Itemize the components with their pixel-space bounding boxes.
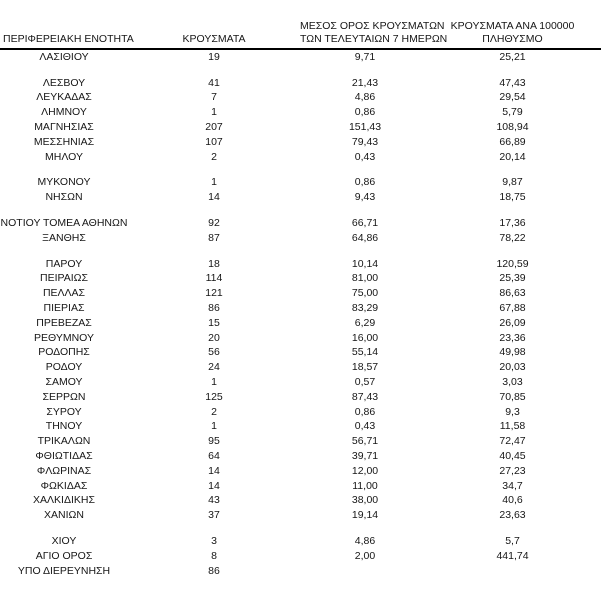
region-name: ΠΡΕΒΕΖΑΣ (36, 316, 92, 329)
per-100k-value: 67,88 (499, 302, 526, 315)
region-name: ΛΕΥΚΑΔΑΣ (36, 91, 92, 104)
avg-7day-value: 0,86 (354, 176, 376, 189)
avg-7day-value: 151,43 (348, 121, 382, 134)
per-100k-value: 23,63 (499, 509, 526, 522)
region-name: ΠΙΕΡΙΑΣ (43, 302, 85, 315)
region-name: ΣΕΡΡΩΝ (42, 390, 86, 403)
cases-value: 15 (208, 316, 220, 329)
per-100k-value: 70,85 (499, 390, 526, 403)
table-row (0, 549, 601, 564)
region-name: ΛΕΣΒΟΥ (42, 76, 86, 89)
region-name: ΞΑΝΘΗΣ (42, 231, 86, 244)
per-100k-value: 29,54 (499, 91, 526, 104)
per-100k-value: 49,98 (499, 346, 526, 359)
region-name: ΦΘΙΩΤΙΔΑΣ (35, 450, 93, 463)
avg-7day-value: 87,43 (351, 390, 379, 403)
table-row (0, 286, 601, 301)
per-100k-value: 441,74 (496, 549, 529, 562)
cases-value: 37 (208, 509, 220, 522)
table-row (0, 564, 601, 579)
cases-value: 43 (208, 494, 220, 507)
table-row (0, 105, 601, 120)
region-name: ΤΡΙΚΑΛΩΝ (37, 435, 91, 448)
per-100k-value: 20,14 (499, 150, 526, 163)
table-row (0, 534, 601, 549)
per-100k-value: 25,39 (499, 272, 526, 285)
cases-value: 121 (205, 287, 223, 300)
table-row (0, 479, 601, 494)
region-name: ΣΥΡΟΥ (46, 405, 82, 418)
header-avg-7day-line1: ΜΕΣΟΣ ΟΡΟΣ ΚΡΟΥΣΜΑΤΩΝ (300, 20, 445, 32)
per-100k-value: 9,87 (502, 176, 523, 189)
per-100k-value: 72,47 (499, 435, 526, 448)
avg-7day-value: 4,86 (354, 535, 376, 547)
cases-value: 8 (211, 549, 217, 562)
table-row (0, 494, 601, 509)
cases-value: 125 (205, 390, 223, 403)
avg-7day-value: 12,00 (351, 464, 379, 477)
region-name: ΡΟΔΟΥ (45, 361, 83, 374)
table-row (0, 508, 601, 523)
cases-value: 41 (208, 76, 220, 89)
avg-7day-value: 21,43 (351, 76, 379, 89)
region-name: ΠΕΛΛΑΣ (42, 287, 86, 300)
cases-value: 1 (211, 420, 217, 433)
table-header-row (0, 0, 601, 50)
region-name: ΤΗΝΟΥ (45, 420, 83, 433)
per-100k-value: 34,7 (502, 479, 523, 492)
region-name: ΜΕΣΣΗΝΙΑΣ (33, 135, 95, 148)
per-100k-value: 40,45 (499, 450, 526, 463)
group-spacer (0, 523, 601, 534)
table-row (0, 190, 601, 205)
avg-7day-value: 2,00 (354, 549, 376, 562)
cases-value: 107 (205, 135, 223, 148)
region-name: ΝΗΣΩΝ (45, 191, 83, 204)
table-row (0, 120, 601, 135)
table-row (0, 272, 601, 287)
per-100k-value: 17,36 (499, 217, 526, 230)
table-row (0, 449, 601, 464)
avg-7day-value: 0,57 (354, 376, 376, 389)
region-name: ΥΠΟ ΔΙΕΡΕΥΝΗΣΗ (17, 564, 111, 577)
avg-7day-value: 66,71 (351, 217, 379, 230)
per-100k-value: 18,75 (499, 191, 526, 204)
per-100k-value: 47,43 (499, 76, 526, 89)
per-100k-value: 78,22 (499, 231, 526, 244)
cases-value: 20 (208, 331, 220, 344)
per-100k-value: 11,58 (499, 420, 526, 433)
region-name: ΧΑΛΚΙΔΙΚΗΣ (33, 494, 95, 507)
avg-7day-value: 55,14 (351, 346, 379, 359)
per-100k-value: 40,6 (502, 494, 523, 507)
per-100k-value: 9,3 (505, 405, 520, 418)
cases-value: 92 (208, 217, 220, 230)
region-name: ΜΑΓΝΗΣΙΑΣ (34, 121, 94, 134)
avg-7day-value: 4,86 (354, 91, 376, 104)
table-row (0, 231, 601, 246)
table-row (0, 76, 601, 91)
table-row (0, 91, 601, 106)
region-name: ΛΑΣΙΘΙΟΥ (39, 50, 89, 63)
header-per-100k-line2: ΠΛΗΘΥΣΜΟ (482, 33, 543, 45)
cases-value: 2 (211, 150, 217, 163)
avg-7day-value: 56,71 (351, 435, 379, 448)
per-100k-value: 23,36 (499, 331, 526, 344)
table-row (0, 50, 601, 65)
group-spacer (0, 65, 601, 76)
region-name: ΧΑΝΙΩΝ (44, 509, 84, 522)
avg-7day-value: 10,14 (351, 257, 379, 270)
cases-value: 64 (208, 450, 220, 463)
cases-value: 1 (211, 376, 217, 389)
region-name: ΠΕΙΡΑΙΩΣ (40, 272, 88, 285)
region-name: ΜΗΛΟΥ (45, 150, 83, 163)
region-name: ΡΟΔΟΠΗΣ (38, 346, 90, 359)
group-spacer (0, 205, 601, 216)
avg-7day-value: 19,14 (351, 509, 379, 522)
region-name: ΦΩΚΙΔΑΣ (40, 479, 88, 492)
cases-value: 18 (208, 257, 220, 270)
per-100k-value: 3,03 (502, 376, 523, 389)
avg-7day-value: 9,71 (354, 50, 376, 63)
per-100k-value: 120,59 (496, 257, 529, 270)
region-name: ΠΑΡΟΥ (45, 257, 83, 270)
avg-7day-value: 38,00 (351, 494, 379, 507)
per-100k-value: 27,23 (499, 464, 526, 477)
avg-7day-value: 64,86 (351, 231, 379, 244)
avg-7day-value: 16,00 (351, 331, 379, 344)
cases-value: 3 (211, 535, 217, 547)
per-100k-value: 86,63 (499, 287, 526, 300)
avg-7day-value: 0,43 (354, 150, 376, 163)
cases-value: 14 (208, 479, 220, 492)
avg-7day-value: 11,00 (352, 479, 378, 492)
avg-7day-value: 75,00 (351, 287, 379, 300)
per-100k-value: 5,79 (502, 106, 523, 119)
header-regional-unit-label: ΠΕΡΙΦΕΡΕΙΑΚΗ ΕΝΟΤΗΤΑ (3, 33, 134, 45)
cases-value: 56 (208, 346, 220, 359)
table-row (0, 434, 601, 449)
header-avg-7day (300, 20, 448, 48)
table-row (0, 464, 601, 479)
cases-value: 114 (205, 272, 223, 285)
avg-7day-value: 39,71 (351, 450, 379, 463)
table-row (0, 301, 601, 316)
per-100k-value: 20,03 (499, 361, 526, 374)
region-name: ΝΟΤΙΟΥ ΤΟΜΕΑ ΑΘΗΝΩΝ (0, 217, 128, 230)
header-per-100k-line1: ΚΡΟΥΣΜΑΤΑ ΑΝΑ 100000 (450, 20, 575, 32)
table-row (0, 375, 601, 390)
table-row (0, 316, 601, 331)
per-100k-value: 25,21 (499, 50, 526, 63)
per-100k-value: 5,7 (505, 535, 520, 547)
cases-value: 2 (211, 405, 217, 418)
table-row (0, 135, 601, 150)
table-row (0, 150, 601, 165)
avg-7day-value: 81,00 (351, 272, 379, 285)
group-spacer (0, 165, 601, 176)
table-row (0, 405, 601, 420)
avg-7day-value: 83,29 (351, 302, 379, 315)
cases-value: 24 (208, 361, 220, 374)
header-per-100k (430, 20, 595, 48)
group-spacer (0, 246, 601, 257)
header-avg-7day-line2: ΤΩΝ ΤΕΛΕΥΤΑΙΩΝ 7 ΗΜΕΡΩΝ (300, 33, 448, 45)
region-name: ΑΓΙΟ ΟΡΟΣ (35, 549, 93, 562)
table-row (0, 390, 601, 405)
header-cases (128, 33, 300, 48)
avg-7day-value: 0,86 (354, 106, 376, 119)
region-name: ΡΕΘΥΜΝΟΥ (33, 331, 94, 344)
cases-value: 1 (211, 176, 217, 189)
cases-value: 19 (208, 50, 220, 63)
cases-value: 1 (211, 106, 217, 119)
avg-7day-value: 0,86 (354, 405, 376, 418)
header-regional-unit (0, 33, 134, 48)
table-row (0, 176, 601, 191)
avg-7day-value: 18,57 (351, 361, 379, 374)
per-100k-value: 66,89 (499, 135, 526, 148)
cases-value: 86 (208, 302, 220, 315)
per-100k-value: 108,94 (496, 121, 529, 134)
region-name: ΛΗΜΝΟΥ (41, 106, 87, 119)
cases-value: 86 (208, 564, 220, 577)
region-name: ΦΛΩΡΙΝΑΣ (36, 464, 92, 477)
avg-7day-value: 0,43 (354, 420, 376, 433)
table-row (0, 360, 601, 375)
cases-value: 207 (205, 121, 223, 134)
avg-7day-value: 9,43 (354, 191, 376, 204)
table-row (0, 257, 601, 272)
region-name: ΧΙΟΥ (51, 535, 77, 547)
cases-value: 87 (208, 231, 220, 244)
table-row (0, 331, 601, 346)
region-name: ΣΑΜΟΥ (45, 376, 83, 389)
table-row (0, 216, 601, 231)
per-100k-value: 26,09 (499, 316, 526, 329)
cases-value: 95 (208, 435, 220, 448)
cases-value: 14 (208, 191, 220, 204)
avg-7day-value: 6,29 (354, 316, 376, 329)
cases-value: 14 (208, 464, 220, 477)
table-row (0, 420, 601, 435)
avg-7day-value: 79,43 (351, 135, 379, 148)
cases-value: 7 (211, 91, 217, 104)
table-body (0, 50, 601, 579)
header-cases-label: ΚΡΟΥΣΜΑΤΑ (182, 33, 246, 45)
table-row (0, 346, 601, 361)
region-name: ΜΥΚΟΝΟΥ (37, 176, 91, 189)
